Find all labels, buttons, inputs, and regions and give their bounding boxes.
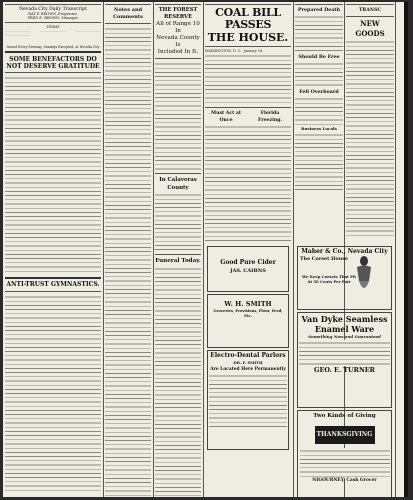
- headline-gratitude: NOT DESERVE GRATITUDE: [6, 63, 100, 70]
- headline-forest-reserve: THE FOREST RESERVE: [158, 7, 198, 20]
- ad-maher-subtitle: The Corset House: [300, 256, 348, 262]
- article-calaveras-body: [155, 192, 201, 252]
- corset-illustration: [351, 255, 377, 295]
- headline-business-locals: Business Locals: [301, 126, 337, 131]
- ad-new-goods: NEW GOODS: [355, 19, 385, 38]
- ad-maher-price: At 50 Cents Per Pair: [307, 279, 351, 284]
- headline-florida: Florida Freezing.: [258, 111, 282, 123]
- article-must-act-body: [205, 124, 291, 244]
- ad-giving-title: Two Kinds of Giving: [313, 413, 376, 419]
- headline-funeral: Funeral Today.: [155, 258, 201, 264]
- ad-cider: [207, 246, 289, 292]
- page-edge: [404, 2, 408, 497]
- ad-thanksgiving-banner: THANKSGIVING: [315, 426, 375, 444]
- headline-coal-bill: COAL BILL PASSES: [215, 6, 281, 31]
- ad-cider-name: JAS. CAIRNS: [230, 268, 266, 274]
- masthead-rates: .......................... .......................... .......................... ..........................: [5, 29, 101, 37]
- article-benefactors-body: [5, 75, 101, 275]
- masthead-issued: Issued Every Evening, Sundays Excepted, at Nevada City: [6, 45, 100, 49]
- column-rule: [395, 2, 396, 497]
- ad-thanksgiving: [297, 410, 392, 497]
- ad-van-dyke-name: GEO. E. TURNER: [314, 366, 375, 374]
- ad-smith-title: W. H. SMITH: [224, 300, 272, 308]
- headline-must-act: Must Act at Once: [211, 111, 241, 123]
- subhead-range: All of Range 10 In: [156, 21, 200, 34]
- ad-maher-title: Maher & Co., Nevada City: [301, 248, 388, 255]
- ad-dental-title: Electro-Dental Parlors: [210, 352, 286, 359]
- article-coal-body: [205, 53, 291, 105]
- article-anti-trust-body: [5, 294, 101, 494]
- headline-benefactors: SOME BENEFACTORS DO: [9, 56, 97, 63]
- ads-right: [295, 244, 394, 497]
- headline-the-house: THE HOUSE.: [207, 31, 289, 44]
- subhead-included: Included In It.: [157, 49, 199, 55]
- ad-van-dyke: [297, 312, 392, 408]
- masthead-title: Nevada City Daily Transcript: [19, 7, 87, 12]
- column-rule: [203, 2, 204, 497]
- headline-should-be-free: Should Be Free: [298, 54, 340, 60]
- column-rule: [103, 2, 104, 497]
- headline-prepared-death: Prepared Death: [297, 7, 341, 13]
- masthead-proprietor: RAT P. BROWN, Proprietor.: [28, 12, 78, 16]
- ad-giving-name: NIGOURNEY, Cash Grocer: [312, 478, 377, 483]
- article-funeral-body: [155, 266, 201, 497]
- newspaper-page: [3, 2, 408, 497]
- dateline: WASHINGTON, D. C., January 14: [205, 49, 263, 53]
- ad-smith-line: Groceries, Provisions, Flour, Feed, Etc.: [213, 309, 283, 318]
- column-rule: [153, 2, 154, 497]
- column-notes: [105, 2, 151, 497]
- column-coal-bill: [205, 2, 291, 497]
- ad-van-dyke-title: Van Dyke Seamless Enamel Ware: [301, 314, 388, 334]
- column-right-edge: [346, 2, 394, 242]
- column-forest-reserve: [155, 2, 201, 497]
- headline-transc: TRANSC: [359, 8, 381, 13]
- ad-maher: [297, 246, 392, 310]
- subhead-county: Nevada County Is: [156, 35, 200, 48]
- headline-fell-overboard: Fell Overboard: [299, 89, 339, 95]
- ad-cider-title: Good Pure Cider: [220, 259, 276, 266]
- headline-anti-trust: ANTI-TRUST GYMNASTICS.: [6, 281, 100, 288]
- ad-dental-dr: DR. F. SMITH: [233, 360, 263, 365]
- ad-van-dyke-line: Something New and Guaranteed: [308, 334, 381, 339]
- ad-dental: [207, 350, 289, 450]
- ad-maher-fit: We Keep Corsets That Fit: [301, 274, 357, 279]
- notes-body: [105, 26, 151, 497]
- headline-calaveras: In Calaveras County: [159, 177, 197, 191]
- masthead-terms: TERMS: [46, 25, 60, 29]
- column-rule: [293, 2, 294, 497]
- article-forest-body: [155, 61, 201, 171]
- ad-smith: [207, 294, 289, 348]
- headline-notes-comments: Notes and Comments: [113, 7, 143, 20]
- masthead-editor: FRED E. BROWN, Manager.: [27, 16, 79, 20]
- ad-dental-line: Are Located Here Permanently: [210, 367, 286, 372]
- column-editorial: [5, 2, 101, 497]
